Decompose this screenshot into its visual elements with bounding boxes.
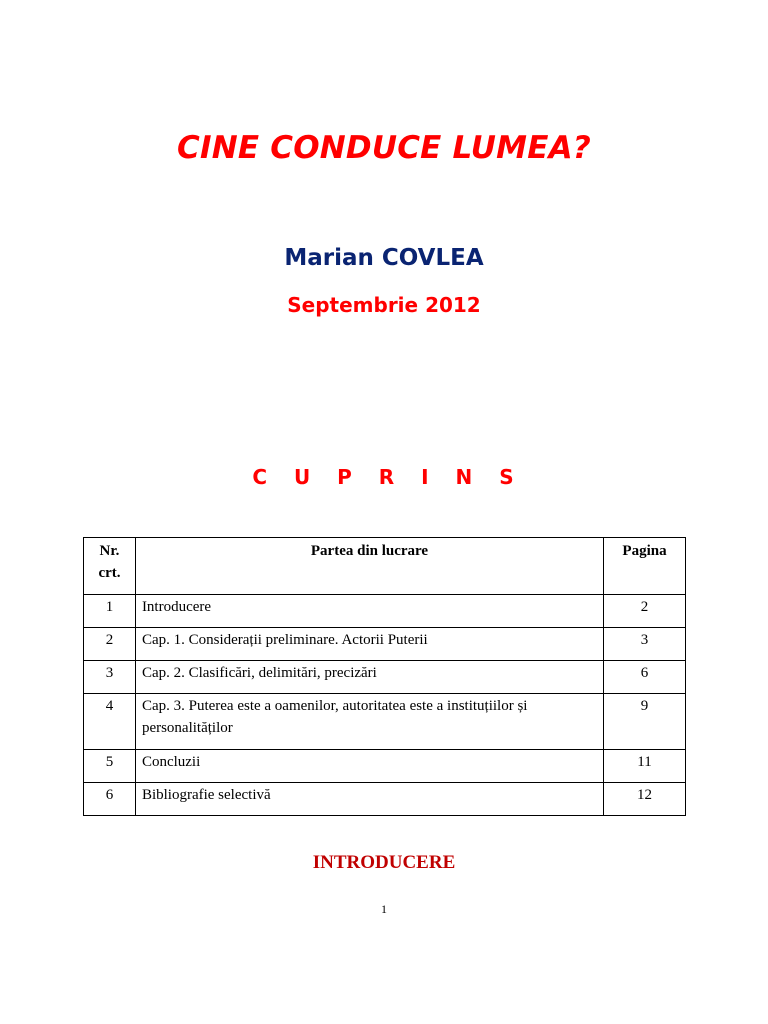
- page-number: 1: [381, 902, 387, 916]
- publication-date: Septembrie 2012: [287, 293, 481, 317]
- header-nr-line2: crt.: [98, 565, 121, 581]
- row-part: Introducere: [135, 595, 603, 628]
- row-number: 2: [84, 628, 136, 661]
- row-number: 4: [84, 694, 136, 750]
- table-row: [84, 661, 686, 694]
- row-part: Cap. 3. Puterea este a oamenilor, autoritatea este a instituțiilor și personalităților: [135, 694, 603, 750]
- author-name: Marian COVLEA: [284, 245, 484, 271]
- row-page: 3: [604, 628, 686, 661]
- table-row: [84, 783, 686, 816]
- toc-heading: C U P R I N S: [252, 465, 524, 489]
- row-part: Cap. 1. Considerații preliminare. Actorii Puterii: [135, 628, 603, 661]
- row-number: 1: [84, 595, 136, 628]
- header-part: Partea din lucrare: [135, 538, 603, 595]
- table-row: [84, 595, 686, 628]
- document-title: CINE CONDUCE LUMEA?: [177, 130, 591, 166]
- row-page: 9: [604, 694, 686, 750]
- table-row: [84, 750, 686, 783]
- table-row: [84, 694, 686, 750]
- row-page: 11: [604, 750, 686, 783]
- header-page: Pagina: [604, 538, 686, 595]
- row-number: 6: [84, 783, 136, 816]
- toc-header-row: [84, 538, 686, 595]
- header-nr-line1: Nr.: [99, 543, 120, 559]
- row-part: Concluzii: [135, 750, 603, 783]
- header-nr: [84, 538, 136, 595]
- row-part: Bibliografie selectivă: [135, 783, 603, 816]
- row-page: 12: [604, 783, 686, 816]
- row-page: 2: [604, 595, 686, 628]
- toc-table: [83, 537, 686, 816]
- row-part: Cap. 2. Clasificări, delimitări, precizări: [135, 661, 603, 694]
- table-row: [84, 628, 686, 661]
- row-page: 6: [604, 661, 686, 694]
- row-number: 5: [84, 750, 136, 783]
- row-number: 3: [84, 661, 136, 694]
- section-heading-introducere: INTRODUCERE: [312, 852, 456, 873]
